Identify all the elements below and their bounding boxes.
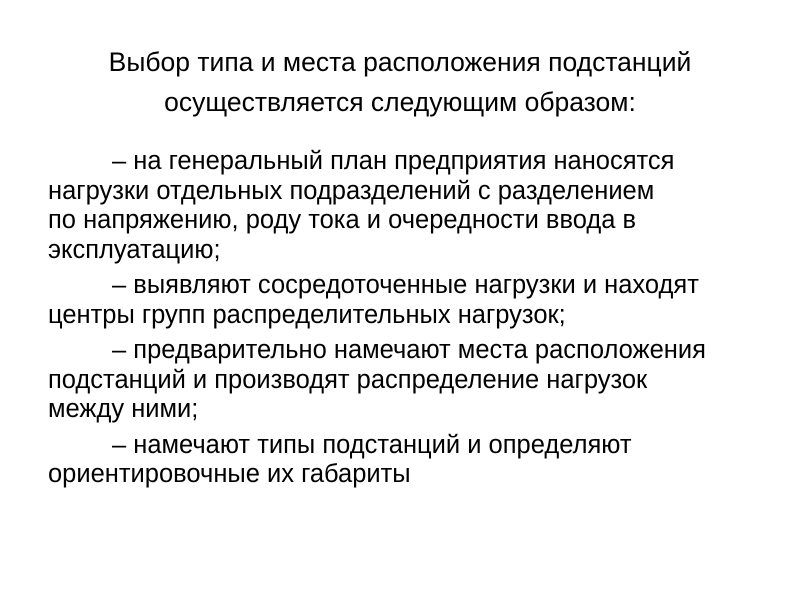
list-item-1 bbox=[48, 147, 768, 265]
list-item-line: подстанций и производят распределение нагрузок bbox=[48, 365, 648, 394]
title-line: осуществляется следующим образом: bbox=[164, 87, 636, 117]
list-item-line: – выявляют сосредоточенные нагрузки и находят bbox=[112, 271, 699, 299]
list-item-line: ориентировочные их габариты bbox=[48, 460, 411, 488]
list-item-line: по напряжению, роду тока и очередности ввода в bbox=[48, 206, 637, 234]
list-item-line: центры групп распределительных нагрузок; bbox=[48, 300, 566, 329]
list-item-4 bbox=[48, 431, 768, 490]
slide-body bbox=[48, 147, 768, 496]
title-line: Выбор типа и места расположения подстанций bbox=[108, 47, 692, 77]
list-item-line: – на генеральный план предприятия наносятся bbox=[112, 147, 675, 175]
slide-title bbox=[40, 42, 760, 122]
list-item-line: – предварительно намечают места расположения bbox=[112, 336, 706, 364]
list-item-line: – намечают типы подстанций и определяют bbox=[112, 430, 632, 459]
list-item-line: эксплуатацию; bbox=[48, 235, 221, 264]
list-item-2 bbox=[48, 271, 768, 330]
list-item-line: нагрузки отдельных подразделений с разделением bbox=[48, 176, 655, 205]
list-item-3 bbox=[48, 336, 768, 425]
list-item-line: между ними; bbox=[48, 395, 199, 423]
